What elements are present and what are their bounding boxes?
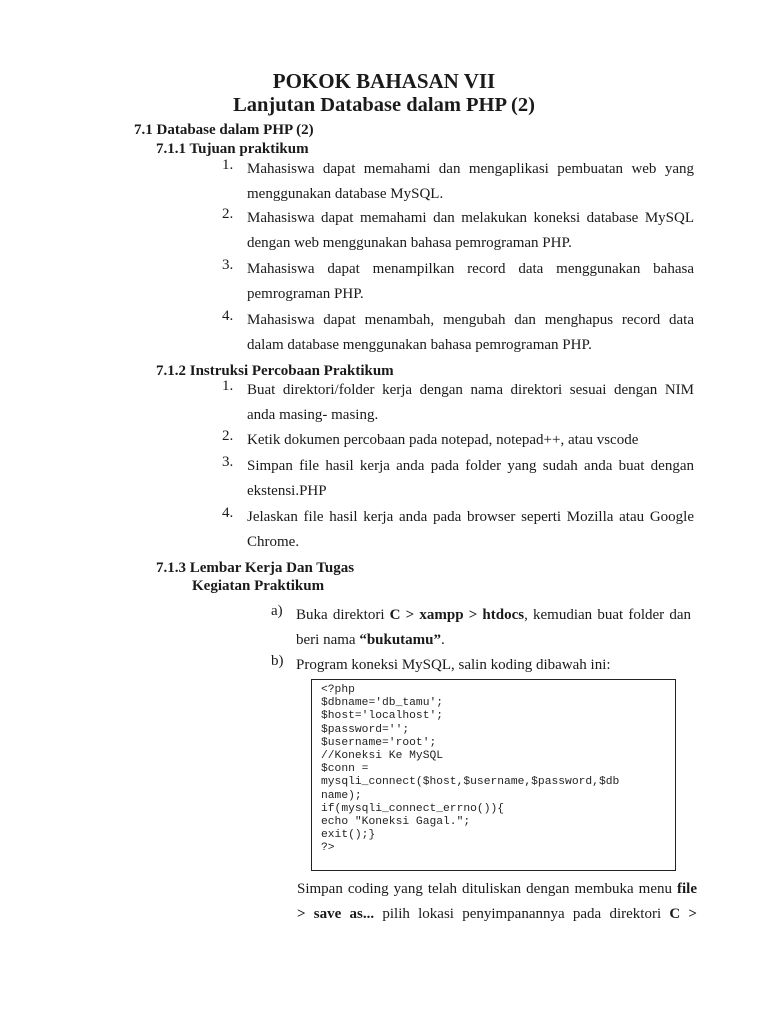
para-text: Simpan coding yang telah dituliskan dengan membuka menu <box>297 881 677 897</box>
kegiatan-heading: Kegiatan Praktikum <box>192 578 325 594</box>
section-heading: 7.1 Database dalam PHP (2) <box>134 122 314 138</box>
step-text <box>296 628 691 653</box>
php-code: <?php $dbname='db_tamu'; $host='localhost'; $password=''; $username='root'; //Koneksi Ke MySQL $conn = mysqli_connect($host,$username,$password,$db name); if(mysqli_connect_errno()){ echo "Koneksi Gagal."; exit();} ?> <box>321 684 620 855</box>
para-line <box>297 877 697 902</box>
list-number: 1. <box>222 157 234 173</box>
list-text: dalam database menggunakan bahasa pemrograman PHP. <box>247 337 592 353</box>
list-number: 4. <box>222 505 234 521</box>
menu-bold: file <box>677 881 697 897</box>
step-label: a) <box>271 603 283 619</box>
list-text: dengan web menggunakan bahasa pemrograman PHP. <box>247 235 572 251</box>
step-text <box>296 603 691 628</box>
folder-name-bold: “bukutamu” <box>359 632 442 648</box>
save-instruction <box>297 877 697 927</box>
list-text: Chrome. <box>247 534 300 550</box>
para-line <box>297 902 697 927</box>
list-number: 3. <box>222 454 234 470</box>
list-number: 2. <box>222 206 234 222</box>
para-text: pilih lokasi penyimpanannya pada direktori <box>374 906 670 922</box>
list-number: 1. <box>222 378 234 394</box>
path-bold: C > xampp > htdocs <box>389 607 525 623</box>
chapter-title: POKOK BAHASAN VII <box>272 69 496 93</box>
code-block <box>311 679 676 871</box>
list-text: pemrograman PHP. <box>247 286 364 302</box>
step-text-part: . <box>441 632 445 648</box>
list-text: Ketik dokumen percobaan pada notepad, notepad++, atau vscode <box>247 432 639 448</box>
list-text: Mahasiswa dapat menambah, mengubah dan menghapus record data <box>247 312 694 328</box>
step-label: b) <box>271 653 284 669</box>
step-text-part: , kemudian buat folder dan <box>524 607 691 623</box>
list-text: anda masing- masing. <box>247 407 379 423</box>
list-number: 3. <box>222 257 234 273</box>
instruksi-heading: 7.1.2 Instruksi Percobaan Praktikum <box>156 363 394 379</box>
chapter-subtitle: Lanjutan Database dalam PHP (2) <box>233 94 535 116</box>
list-number: 4. <box>222 308 234 324</box>
step-text: Program koneksi MySQL, salin koding dibawah ini: <box>296 657 611 673</box>
lembar-heading: 7.1.3 Lembar Kerja Dan Tugas <box>156 560 355 576</box>
list-number: 2. <box>222 428 234 444</box>
list-text: Buat direktori/folder kerja dengan nama direktori sesuai dengan NIM <box>247 382 694 398</box>
list-text: menggunakan database MySQL. <box>247 186 444 202</box>
list-text: Simpan file hasil kerja anda pada folder yang sudah anda buat dengan <box>247 458 694 474</box>
list-text: Mahasiswa dapat menampilkan record data menggunakan bahasa <box>247 261 694 277</box>
menu-bold: > save as... <box>297 906 375 922</box>
list-text: Mahasiswa dapat memahami dan mengaplikasi pembuatan web yang <box>247 161 694 177</box>
list-text: ekstensi.PHP <box>247 483 327 499</box>
step-text-part: Buka direktori <box>296 607 390 623</box>
tujuan-heading: 7.1.1 Tujuan praktikum <box>156 141 309 157</box>
step-text-part: beri nama <box>296 632 360 648</box>
path-bold: C > <box>669 906 697 922</box>
list-text: Jelaskan file hasil kerja anda pada browser seperti Mozilla atau Google <box>247 509 694 525</box>
list-text: Mahasiswa dapat memahami dan melakukan koneksi database MySQL <box>247 210 694 226</box>
